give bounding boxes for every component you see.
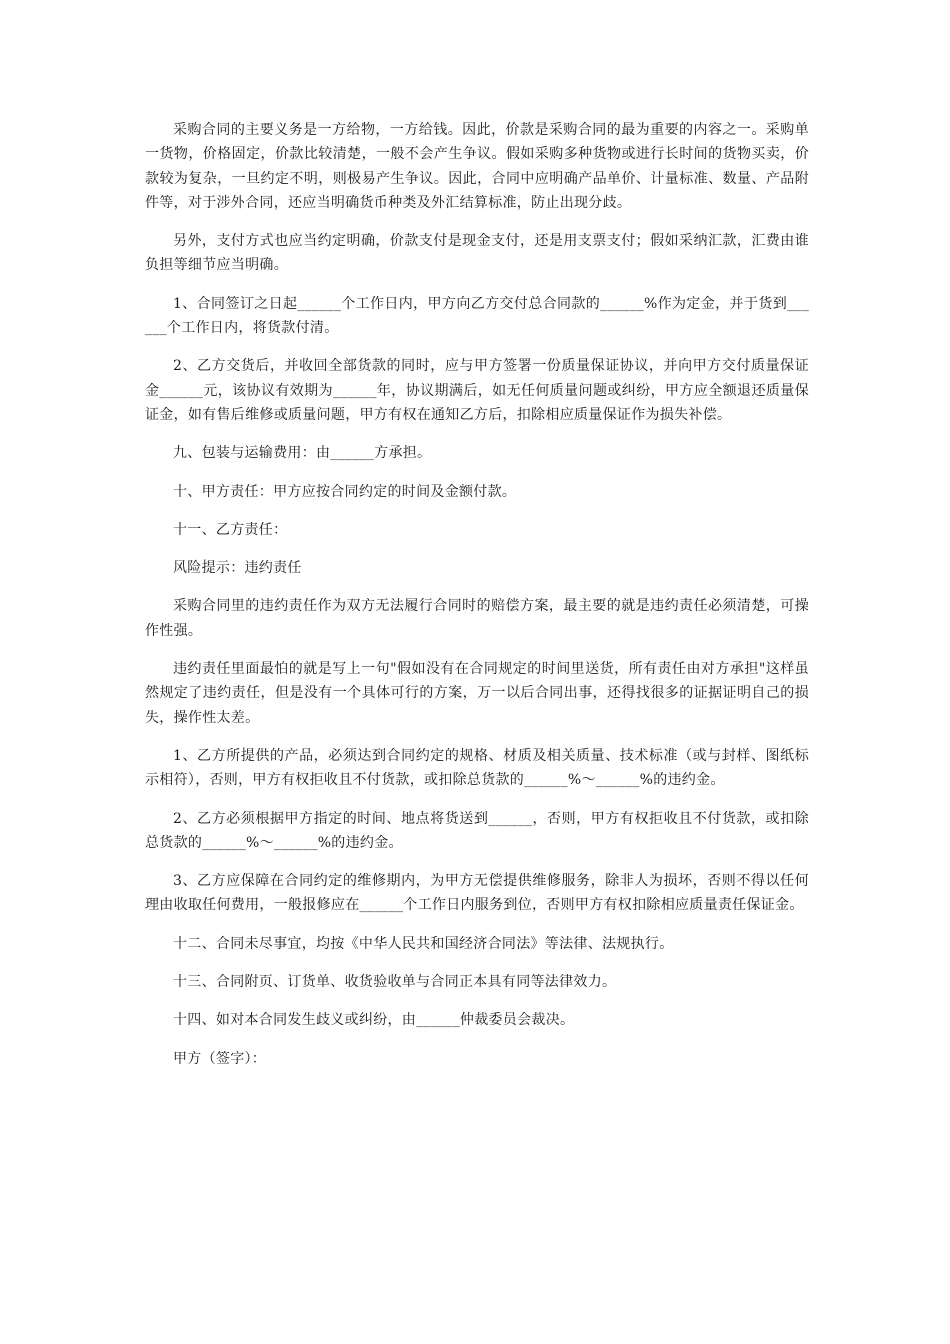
clause-party-b-duty: 十一、乙方责任： bbox=[173, 521, 288, 538]
clause-quality-guarantee: 2、乙方交货后，并收回全部货款的同时，应与甲方签署一份质量保证协议，并向甲方交付质量保证金______元，该协议有效期为______年，协议期满后，如无任何质量问题或纠纷，甲方应全额退还质量保证金，如有售后维修或质量问题，甲方有权在通知乙方后，扣除相应质量保证作为损失补偿。 bbox=[145, 358, 809, 423]
clause-attachments: 十三、合同附页、订货单、收货验收单与合同正本具有同等法律效力。 bbox=[173, 974, 617, 991]
document-body bbox=[145, 118, 809, 1085]
clause-delivery: 2、乙方必须根据甲方指定的时间、地点将货送到______，否则，甲方有权拒收且不付货款，或扣除总货款的______%～______%的违约金。 bbox=[145, 810, 809, 851]
risk-notice-heading: 风险提示：违约责任 bbox=[173, 560, 302, 577]
paragraph-breach-warning: 违约责任里面最怕的就是写上一句"假如没有在合同规定的时间里送货，所有责任由对方承担"这样虽然规定了违约责任，但是没有一个具体可行的方案，万一以后合同出事，还得找很多的证据证明自己的损失，操作性太差。 bbox=[145, 661, 809, 726]
paragraph-payment-method: 另外，支付方式也应当约定明确，价款支付是现金支付，还是用支票支付；假如采纳汇款，汇费由谁负担等细节应当明确。 bbox=[145, 233, 809, 274]
paragraph-breach-liability: 采购合同里的违约责任作为双方无法履行合同时的赔偿方案，最主要的就是违约责任必须清楚，可操作性强。 bbox=[145, 598, 809, 639]
clause-packaging-transport: 九、包装与运输费用：由______方承担。 bbox=[173, 445, 432, 462]
signature-party-a: 甲方（签字）： bbox=[173, 1050, 267, 1067]
clause-unresolved-matters: 十二、合同未尽事宜，均按《中华人民共和国经济合同法》等法律、法规执行。 bbox=[173, 935, 674, 952]
clause-product-standard: 1、乙方所提供的产品，必须达到合同约定的规格、材质及相关质量、技术标准（或与封样、图纸标示相符），否则，甲方有权拒收且不付货款，或扣除总货款的______%～______%的违约金。 bbox=[145, 747, 809, 789]
paragraph-price-obligation: 采购合同的主要义务是一方给物，一方给钱。因此，价款是采购合同的最为重要的内容之一。采购单一货物，价格固定，价款比较清楚，一般不会产生争议。假如采购多种货物或进行长时间的货物买卖，价款较为复杂，一旦约定不明，则极易产生争议。因此，合同中应明确产品单价、计量标准、数量、产品附件等，对于涉外合同，还应当明确货币种类及外汇结算标准，防止出现分歧。 bbox=[145, 122, 809, 211]
clause-maintenance: 3、乙方应保障在合同约定的维修期内，为甲方无偿提供维修服务，除非人为损坏，否则不得以任何理由收取任何费用，一般报修应在______个工作日内服务到位，否则甲方有权扣除相应质量责任保证金。 bbox=[145, 873, 809, 914]
clause-deposit: 1、合同签订之日起______个工作日内，甲方向乙方交付总合同款的______%作为定金，并于货到______个工作日内，将货款付清。 bbox=[145, 295, 809, 337]
clause-party-a-duty: 十、甲方责任：甲方应按合同约定的时间及金额付款。 bbox=[173, 483, 517, 500]
clause-arbitration: 十四、如对本合同发生歧义或纠纷，由______仲裁委员会裁决。 bbox=[173, 1012, 575, 1029]
